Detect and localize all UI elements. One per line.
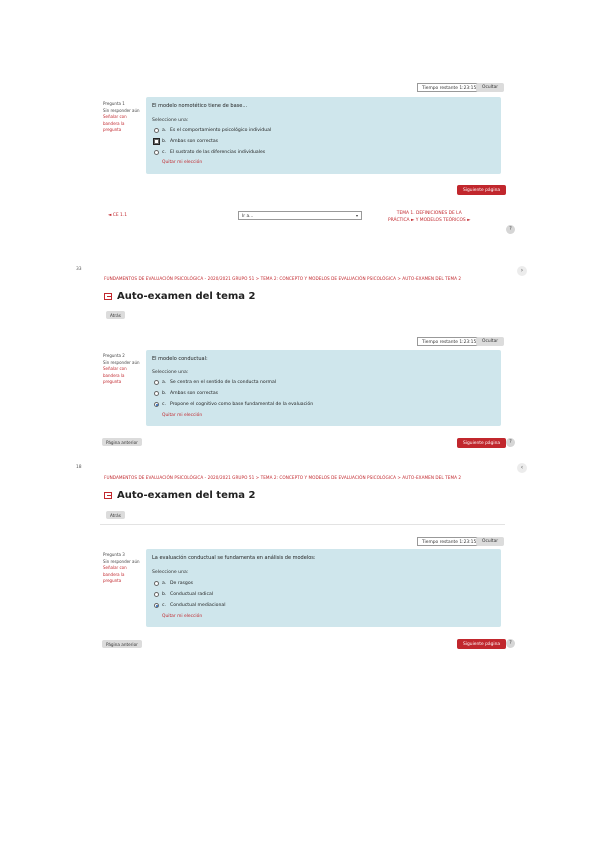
timer-display: Tiempo restante 1:23:15 — [417, 83, 481, 92]
quiz-icon — [104, 293, 112, 300]
radio-button[interactable] — [154, 592, 159, 597]
option-letter: b. — [162, 391, 167, 396]
question-text: El modelo nomotético tiene de base... — [152, 103, 248, 109]
back-button[interactable]: Atrás — [106, 311, 125, 319]
option-letter: a. — [162, 128, 167, 133]
option-text: El sustrato de las diferencias individuales — [170, 150, 266, 155]
radio-button[interactable] — [154, 603, 159, 608]
option-letter: a. — [162, 380, 167, 385]
answer-option[interactable] — [154, 603, 225, 608]
previous-page-button[interactable]: Página anterior — [102, 438, 142, 446]
jump-to-select[interactable] — [238, 211, 362, 220]
option-letter: c. — [162, 603, 166, 608]
radio-button[interactable] — [154, 128, 159, 133]
option-text: Se centra en el sentido de la conducta normal — [170, 380, 277, 385]
next-page-button[interactable]: Siguiente página — [457, 185, 506, 195]
answer-option[interactable] — [154, 150, 265, 155]
option-text: Es el comportamiento psicológico individual — [170, 128, 272, 133]
hide-timer-button[interactable]: Ocultar — [476, 337, 504, 346]
jump-to-value: Ir a... — [242, 213, 254, 219]
radio-button[interactable] — [154, 402, 159, 407]
radio-button[interactable] — [154, 391, 159, 396]
option-letter: c. — [162, 150, 166, 155]
chevron-left-icon[interactable]: ‹ — [517, 463, 527, 473]
clear-choice-link[interactable]: Quitar mi elección — [162, 413, 203, 418]
answer-option[interactable] — [154, 139, 218, 144]
answer-option[interactable] — [154, 592, 213, 597]
next-activity-line1: TEMA 1. DEFINICIONES DE LA — [396, 211, 462, 216]
option-text: Ambas son correctas — [170, 391, 219, 396]
flag-question-link[interactable]: Señalar con bandera la pregunta — [103, 565, 127, 583]
option-letter: b. — [162, 139, 167, 144]
answer-option[interactable] — [154, 391, 218, 396]
option-letter: a. — [162, 581, 167, 586]
radio-button[interactable] — [154, 150, 159, 155]
page-side-number: 18 — [76, 465, 82, 470]
page-title-text: Auto-examen del tema 2 — [117, 291, 256, 302]
question-info — [103, 353, 143, 386]
option-text: Propone el cognitivo como base fundamental de la evaluación — [170, 402, 314, 407]
flag-question-link[interactable]: Señalar con bandera la pregunta — [103, 114, 127, 132]
next-activity-line2: PRÁCTICA ► Y MODELOS TEÓRICOS ► — [388, 217, 471, 223]
option-letter: c. — [162, 402, 166, 407]
question-panel — [146, 549, 501, 627]
option-text: Conductual mediacional — [170, 603, 226, 608]
help-icon[interactable]: ? — [506, 639, 515, 648]
question-info — [103, 101, 143, 134]
next-page-button[interactable]: Siguiente página — [457, 639, 506, 649]
question-status: Sin responder aún — [103, 107, 140, 113]
answer-option[interactable] — [154, 581, 193, 586]
question-text: El modelo conductual: — [152, 356, 208, 362]
question-number: Pregunta 2 — [103, 353, 125, 358]
question-panel — [146, 97, 501, 174]
question-number: Pregunta 1 — [103, 101, 125, 106]
timer-display: Tiempo restante 1:23:15 — [417, 537, 481, 546]
option-text: Conductual radical — [170, 592, 214, 597]
help-icon[interactable]: ? — [506, 225, 515, 234]
timer-display: Tiempo restante 1:23:15 — [417, 337, 481, 346]
question-panel — [146, 350, 501, 426]
select-one-label: Seleccione una: — [152, 370, 189, 375]
breadcrumb[interactable]: FUNDAMENTOS DE EVALUACIÓN PSICOLÓGICA - 2020/2021 GRUPO 51 > TEMA 2: CONCEPTO Y MODELOS DE EVALUACIÓN PSICOLÓGICA > AUTO-EXAMEN DEL TEMA 2 — [104, 276, 462, 281]
answer-option[interactable] — [154, 380, 276, 385]
next-page-button[interactable]: Siguiente página — [457, 438, 506, 448]
chevron-down-icon: ▾ — [355, 213, 358, 218]
question-status: Sin responder aún — [103, 359, 140, 365]
back-button[interactable]: Atrás — [106, 511, 125, 519]
page-title-text: Auto-examen del tema 2 — [117, 490, 256, 501]
quiz-icon — [104, 492, 112, 499]
previous-page-button[interactable]: Página anterior — [102, 640, 142, 648]
question-number: Pregunta 3 — [103, 552, 125, 557]
hide-timer-button[interactable]: Ocultar — [476, 537, 504, 546]
hide-timer-button[interactable]: Ocultar — [476, 83, 504, 92]
select-one-label: Seleccione una: — [152, 570, 189, 575]
page-title — [104, 490, 255, 501]
breadcrumb[interactable]: FUNDAMENTOS DE EVALUACIÓN PSICOLÓGICA - 2020/2021 GRUPO 51 > TEMA 2: CONCEPTO Y MODELOS DE EVALUACIÓN PSICOLÓGICA > AUTO-EXAMEN DEL TEMA 2 — [104, 475, 462, 480]
option-text: De rasgos — [170, 581, 194, 586]
select-one-label: Seleccione una: — [152, 118, 189, 123]
option-letter: b. — [162, 592, 167, 597]
help-icon[interactable]: ? — [506, 438, 515, 447]
clear-choice-link[interactable]: Quitar mi elección — [162, 614, 203, 619]
page-side-number: 33 — [76, 267, 82, 272]
answer-option[interactable] — [154, 402, 313, 407]
prev-activity-link[interactable]: ◄ CE 1.1 — [108, 213, 127, 218]
clear-choice-link[interactable]: Quitar mi elección — [162, 160, 203, 165]
option-text: Ambas son correctas — [170, 139, 219, 144]
next-activity-link[interactable] — [388, 211, 470, 224]
radio-button[interactable] — [154, 139, 159, 144]
page-title — [104, 291, 255, 302]
question-info — [103, 552, 143, 585]
question-status: Sin responder aún — [103, 558, 140, 564]
radio-button[interactable] — [154, 581, 159, 586]
chevron-left-icon[interactable]: › — [517, 266, 527, 276]
radio-button[interactable] — [154, 380, 159, 385]
divider — [100, 524, 505, 525]
answer-option[interactable] — [154, 128, 271, 133]
question-text: La evaluación conductual se fundamenta en análisis de modelos: — [152, 555, 316, 561]
flag-question-link[interactable]: Señalar con bandera la pregunta — [103, 366, 127, 384]
